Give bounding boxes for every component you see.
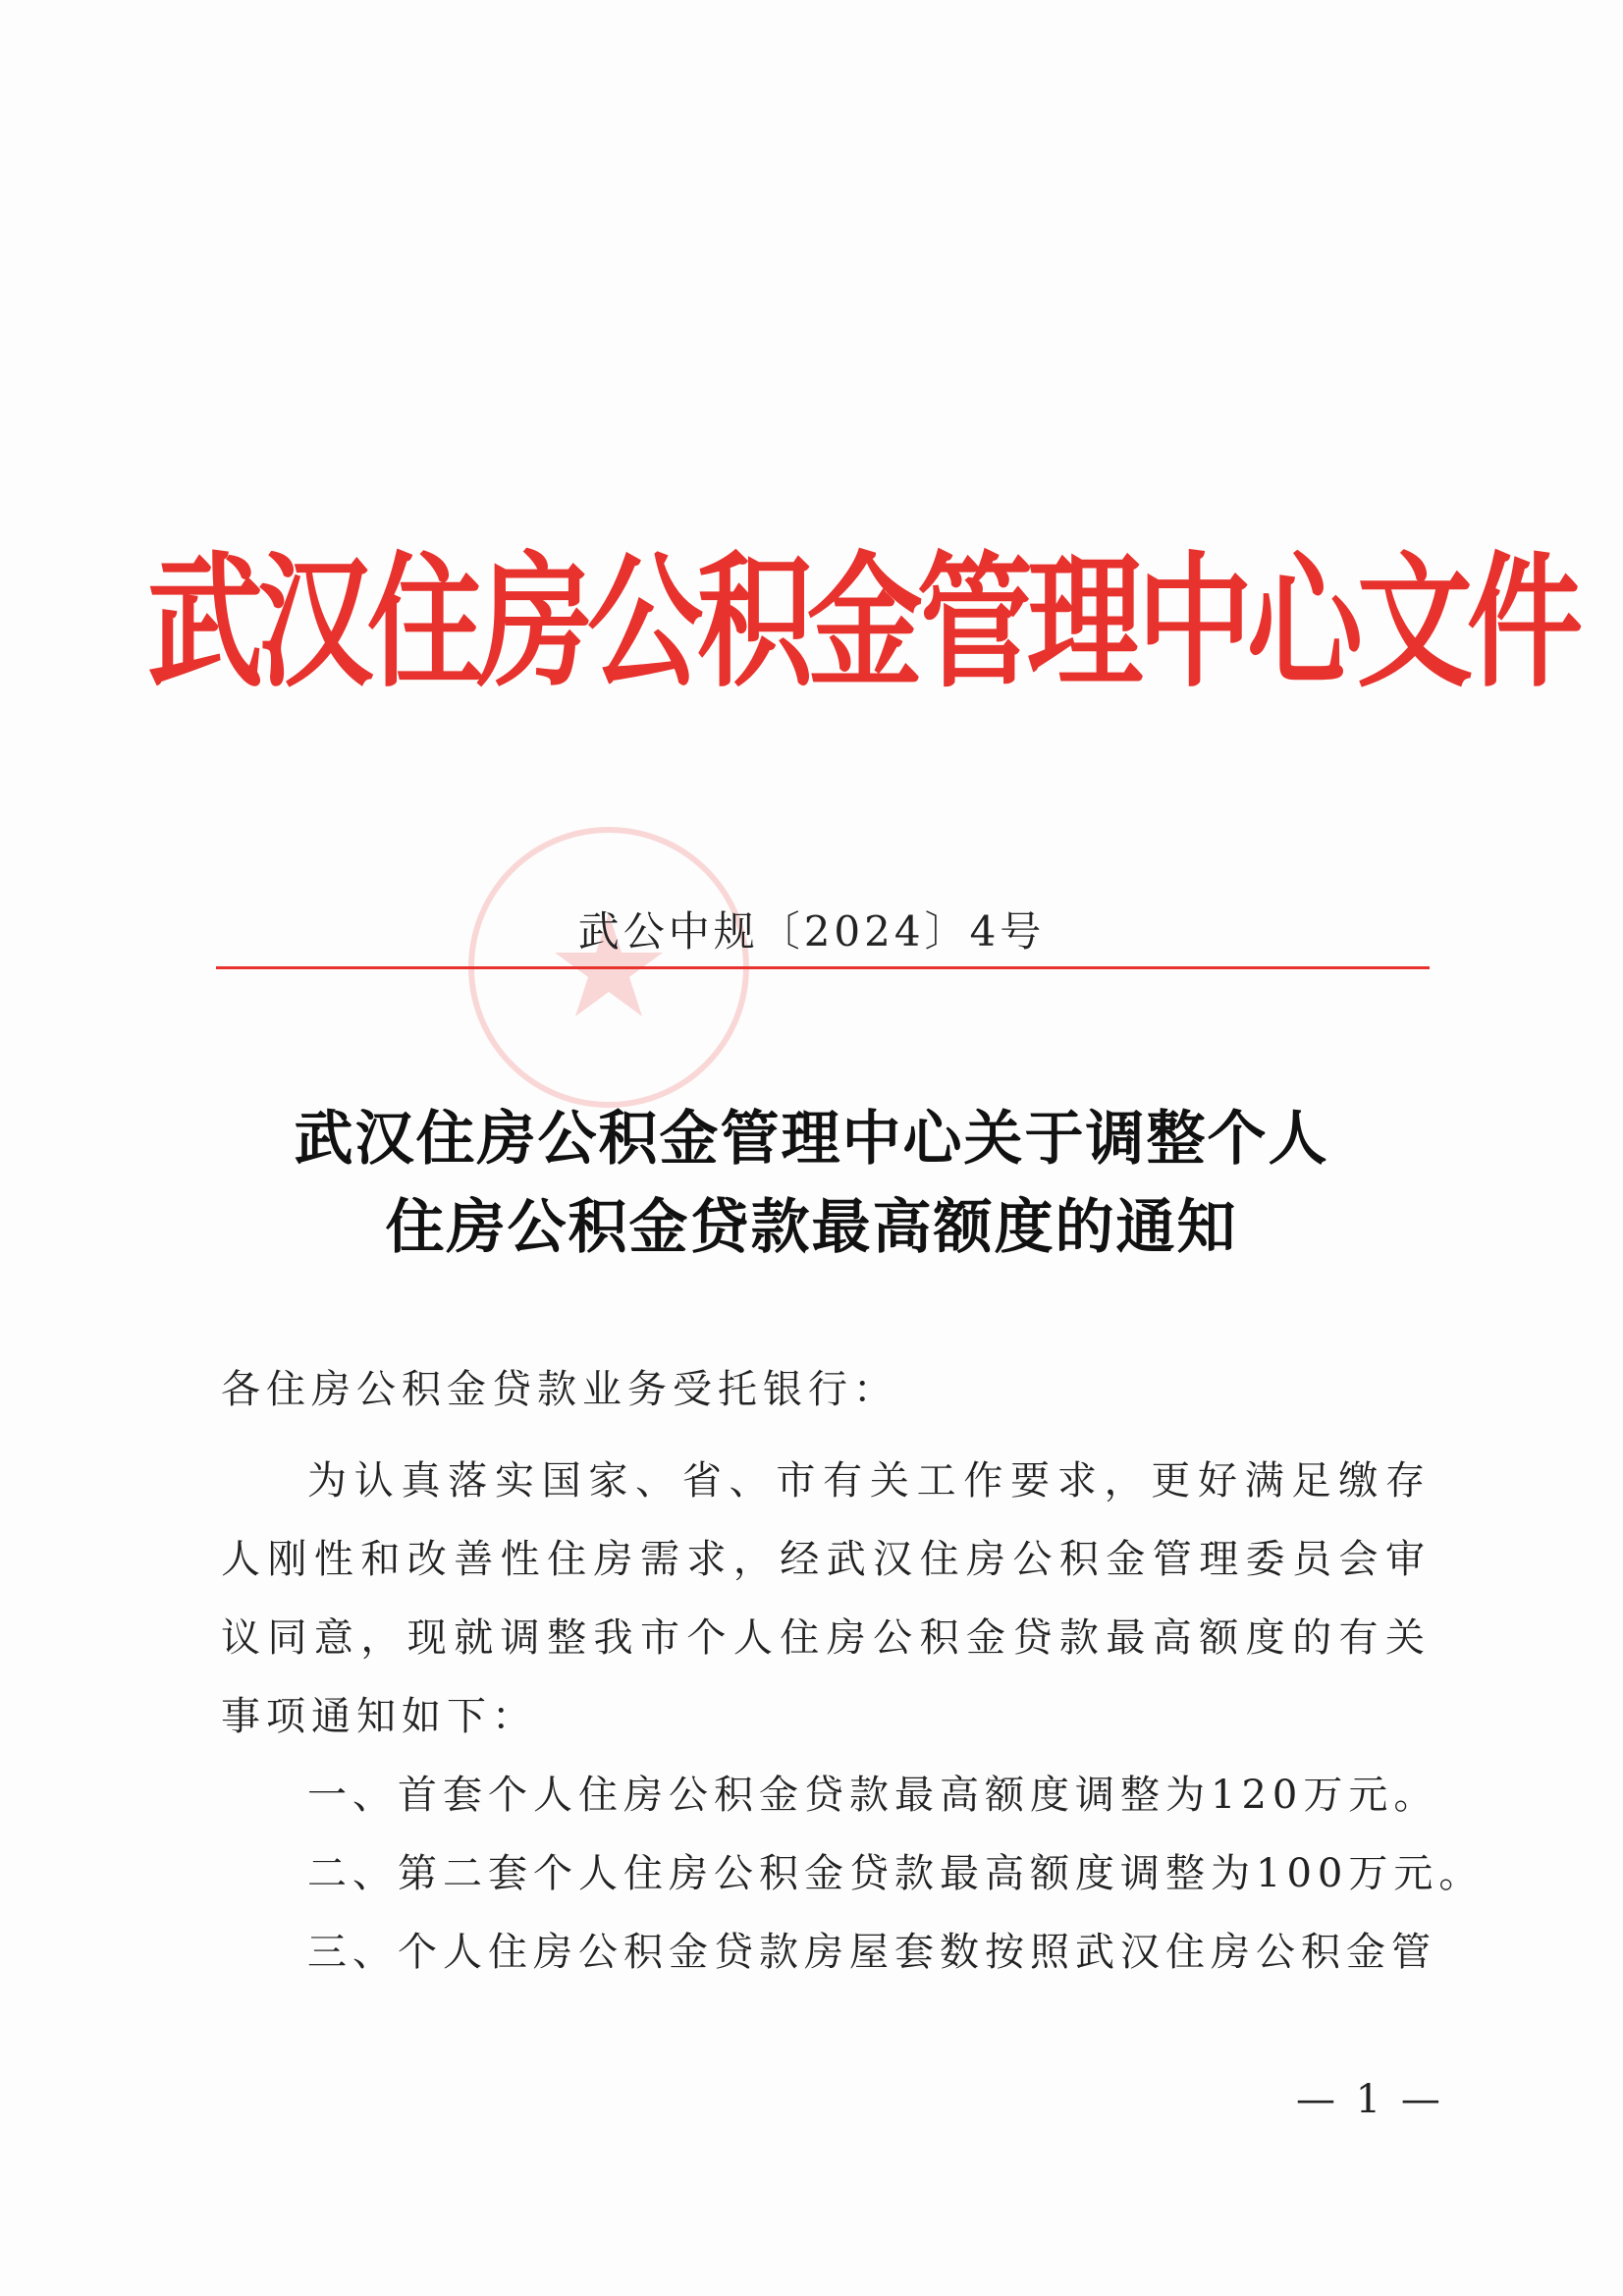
notice-title-line-1: 武汉住房公积金管理中心关于调整个人 [294, 1105, 1329, 1174]
notice-title-line-2: 住房公积金贷款最高额度的通知 [385, 1193, 1238, 1262]
list-item: 一、首套个人住房公积金贷款最高额度调整为120万元。 [307, 1773, 1439, 1818]
red-header-title: 武汉住房公积金管理中心文件 [147, 537, 1578, 707]
salutation: 各住房公积金贷款业务受托银行： [221, 1367, 898, 1412]
list-item: 二、第二套个人住房公积金贷款最高额度调整为100万元。 [307, 1851, 1485, 1896]
notice-body [221, 1442, 1485, 1992]
intro-paragraph: 为认真落实国家、省、市有关工作要求，更好满足缴存人刚性和改善性住房需求，经武汉住房公积金管理委员会审议同意，现就调整我市个人住房公积金贷款最高额度的有关事项通知如下： [221, 1458, 1431, 1739]
document-number: 武公中规〔2024〕4号 [577, 907, 1046, 956]
notice-title [147, 1095, 1476, 1272]
list-item: 三、个人住房公积金贷款房屋套数按照武汉住房公积金管 [307, 1930, 1436, 1975]
page-number: — 1 — [1296, 2077, 1444, 2122]
red-divider-line [216, 966, 1430, 969]
